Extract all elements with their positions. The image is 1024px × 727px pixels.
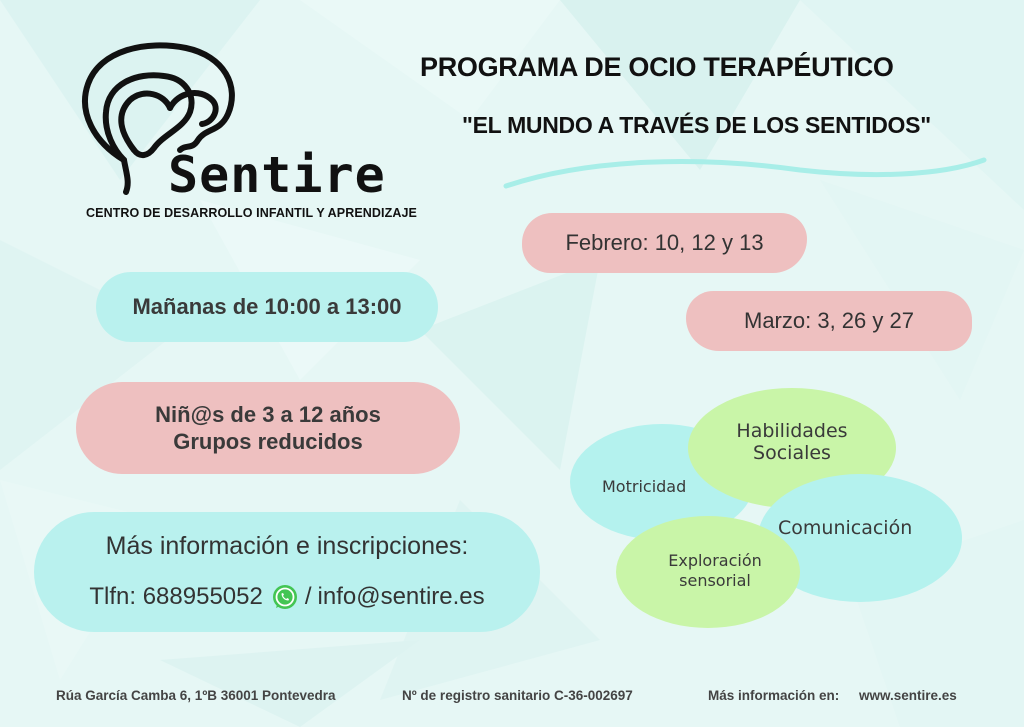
date-march-label: Marzo: 3, 26 y 27 xyxy=(744,308,914,333)
footer-address: Rúa García Camba 6, 1ºB 36001 Pontevedra xyxy=(56,688,336,703)
footer-website-link[interactable]: www.sentire.es xyxy=(859,688,957,703)
phone-number[interactable]: Tlfn: 688955052 xyxy=(89,582,263,610)
whatsapp-icon xyxy=(271,583,299,611)
skill-habilidades-line2: Sociales xyxy=(753,442,831,464)
program-title: PROGRAMA DE OCIO TERAPÉUTICO xyxy=(420,52,894,82)
audience-badge xyxy=(76,382,460,474)
date-badge-february xyxy=(522,213,807,273)
brand-name: Sentire xyxy=(168,146,386,204)
skill-exploracion-sensorial xyxy=(650,551,780,591)
skill-exploracion-line1: Exploración xyxy=(668,551,762,570)
contact-separator: / xyxy=(304,582,312,610)
program-subtitle: "EL MUNDO A TRAVÉS DE LOS SENTIDOS" xyxy=(462,112,931,138)
brand-subtitle: CENTRO DE DESARROLLO INFANTIL Y APRENDIZAJE xyxy=(86,206,417,220)
skills-diagram xyxy=(560,380,980,640)
date-february-label: Febrero: 10, 12 y 13 xyxy=(565,230,764,255)
audience-groups: Grupos reducidos xyxy=(173,429,363,454)
date-badge-march xyxy=(686,291,972,351)
footer-registry: Nº de registro sanitario C-36-002697 xyxy=(402,688,633,703)
email-link[interactable]: info@sentire.es xyxy=(317,582,485,610)
footer-more-info: Más información en: xyxy=(708,688,840,703)
audience-ages: Niñ@s de 3 a 12 años xyxy=(155,402,381,427)
skill-exploracion-line2: sensorial xyxy=(679,571,751,590)
skill-motricidad: Motricidad xyxy=(602,477,687,496)
decorative-swoosh xyxy=(500,150,990,200)
contact-panel xyxy=(34,512,540,632)
schedule-badge xyxy=(96,272,438,342)
skill-comunicacion: Comunicación xyxy=(778,517,913,539)
contact-heading: Más información e inscripciones: xyxy=(105,531,469,560)
skill-habilidades-sociales xyxy=(722,420,862,464)
contact-line xyxy=(89,583,484,611)
skill-habilidades-line1: Habilidades xyxy=(736,420,848,442)
schedule-label: Mañanas de 10:00 a 13:00 xyxy=(132,294,402,319)
